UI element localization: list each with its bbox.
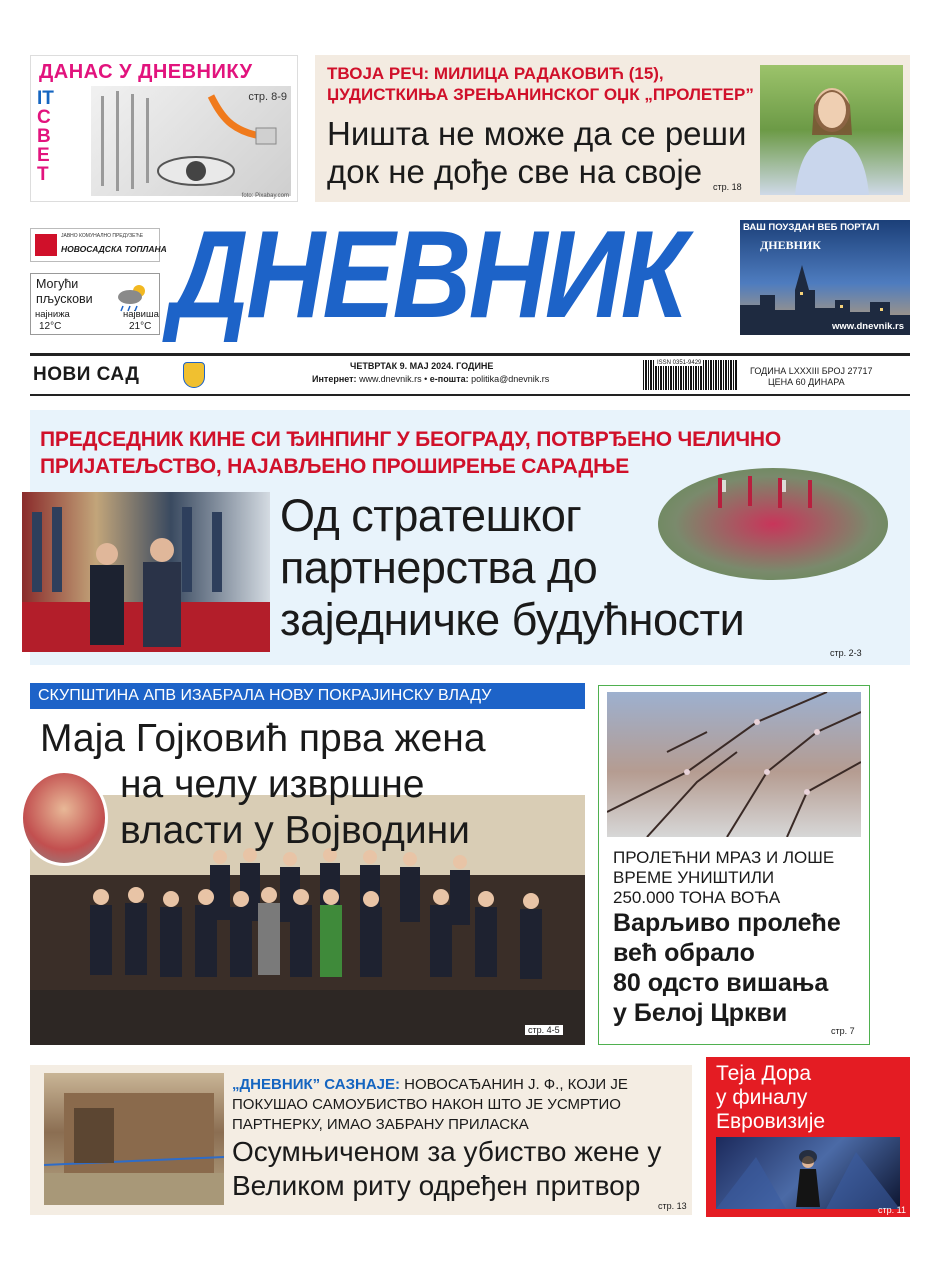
today-page-ref: стр. 8-9 bbox=[248, 91, 287, 103]
bottom-headline-line: Великом риту одређен притвор bbox=[232, 1170, 641, 1201]
email-link[interactable]: politika@dnevnik.rs bbox=[471, 374, 550, 384]
bottom-headline-line: Осумњиченом за убиство жене у bbox=[232, 1136, 662, 1167]
lead-page-ref: стр. 2-3 bbox=[830, 648, 862, 658]
teaser-kicker-line: ЏУДИСТКИЊА ЗРЕЊАНИНСКОГ ОЏК „ПРОЛЕТЕР” bbox=[327, 85, 754, 104]
lead-kicker-line: ПРЕДСЕДНИК КИНЕ СИ ЂИНПИНГ У БЕОГРАДУ, ПОТВРЂЕНО ЧЕЛИЧНО bbox=[40, 428, 781, 451]
honor-guard-photo bbox=[22, 492, 270, 652]
crowd-illustration bbox=[658, 468, 888, 580]
teya-dora-stage-photo bbox=[716, 1137, 900, 1209]
leaders-walking-illustration bbox=[22, 492, 270, 652]
weather-line: Могући bbox=[36, 277, 79, 291]
branches-illustration bbox=[607, 692, 861, 837]
price: ЦЕНА 60 ДИНАРА bbox=[768, 377, 845, 387]
crime-story[interactable] bbox=[30, 1065, 692, 1215]
lead-headline-line: Од стратешког bbox=[280, 490, 582, 541]
teaser-headline-line: док не дође све на своје bbox=[327, 153, 703, 190]
portal-tagline: ВАШ ПОУЗДАН ВЕБ ПОРТАЛ bbox=[743, 222, 880, 233]
frost-page-ref: стр. 7 bbox=[831, 1026, 855, 1036]
frost-headline-line: већ обрало bbox=[613, 939, 755, 967]
crowd-photo bbox=[658, 468, 888, 580]
lead-headline-line: заједничке будућности bbox=[280, 594, 745, 645]
bottom-kicker-lead: „ДНЕВНИК” САЗНАЈЕ: bbox=[232, 1076, 400, 1093]
frost-kicker bbox=[613, 848, 834, 908]
bottom-page-ref: стр. 13 bbox=[658, 1201, 687, 1211]
weather-high-value: 21°C bbox=[129, 321, 152, 332]
eurovision-headline bbox=[716, 1062, 825, 1134]
apv-kicker: СКУПШТИНА АПВ ИЗАБРАЛА НОВУ ПОКРАЈИНСКУ ВЛАДУ bbox=[30, 683, 585, 709]
frost-headline-line: у Белој Цркви bbox=[613, 999, 788, 1027]
teaser-headline bbox=[327, 115, 746, 191]
volume-issue: ГОДИНА LXXXIII БРОЈ 27717 bbox=[750, 366, 873, 376]
weather-high-label: највиша bbox=[123, 309, 159, 320]
web-label: Интернет: bbox=[312, 374, 357, 384]
bottom-headline bbox=[232, 1135, 661, 1203]
crime-scene-photo bbox=[44, 1073, 224, 1205]
apv-page-ref: стр. 4-5 bbox=[525, 1025, 563, 1035]
photo-credit: foto: Pixabay.com bbox=[241, 193, 289, 199]
teaser-kicker-line: ТВОЈА РЕЧ: МИЛИЦА РАДАКОВИЋ (15), bbox=[327, 64, 664, 83]
eurovision-headline-line: Евровизије bbox=[716, 1110, 826, 1133]
lead-kicker-line: ПРИЈАТЕЉСТВО, НАЈАВЉЕНО ПРОШИРЕЊЕ САРАДЊЕ bbox=[40, 455, 630, 478]
today-in-dnevnik-box[interactable] bbox=[30, 55, 298, 202]
weather-forecast bbox=[36, 277, 106, 307]
apv-headline-line: Маја Гојковић прва жена bbox=[40, 717, 486, 760]
badge-letter: В bbox=[37, 126, 51, 147]
teaser-story[interactable] bbox=[315, 55, 910, 202]
badge-letter: Е bbox=[37, 145, 50, 166]
weather-low-value: 12°C bbox=[39, 321, 62, 332]
cherry-branches-photo bbox=[607, 692, 861, 837]
badge-letter: Т bbox=[37, 164, 49, 185]
toplana-sponsor[interactable] bbox=[30, 228, 167, 262]
eurovision-headline-line: Теја Дора bbox=[716, 1062, 812, 1085]
frost-kicker-line: ПРОЛЕЋНИ МРАЗ И ЛОШЕ bbox=[613, 848, 835, 867]
bottom-kicker bbox=[232, 1075, 628, 1135]
frost-kicker-line: ВРЕМЕ УНИШТИЛИ bbox=[613, 868, 775, 887]
teaser-headline-line: Ништа не може да се реши bbox=[327, 115, 747, 152]
frost-story[interactable] bbox=[598, 685, 870, 1045]
stage-performer-illustration bbox=[716, 1137, 900, 1209]
divider bbox=[30, 353, 910, 356]
bottom-kicker-line: ПАРТНЕРКУ, ИМАО ЗАБРАНУ ПРИЛАСКА bbox=[232, 1116, 529, 1133]
masthead-title[interactable]: ДНЕВНИК bbox=[170, 206, 686, 344]
lead-kicker bbox=[40, 426, 781, 480]
toplana-name: НОВОСАДСКА ТОПЛАНА bbox=[61, 244, 167, 254]
today-title: ДАНАС У ДНЕВНИКУ bbox=[39, 61, 253, 83]
eurovision-page-ref: стр. 11 bbox=[878, 1205, 906, 1215]
edition-city: НОВИ САД bbox=[33, 364, 140, 385]
web-link[interactable]: www.dnevnik.rs bbox=[359, 374, 422, 384]
badge-letter: С bbox=[37, 107, 51, 128]
teaser-page-ref: стр. 18 bbox=[713, 182, 742, 192]
lead-headline-line: партнерства до bbox=[280, 542, 598, 593]
email-label: е-пошта: bbox=[429, 374, 469, 384]
bottom-kicker-line: ПОКУШАО САМОУБИСТВО НАКОН ШТО ЈЕ УСМРТИО bbox=[232, 1096, 621, 1113]
apv-headline-line: на челу извршне bbox=[120, 763, 425, 806]
issue-date: ЧЕТВРТАК 9. МАЈ 2024. ГОДИНЕ bbox=[350, 361, 494, 371]
portal-url-link[interactable]: www.dnevnik.rs bbox=[832, 321, 904, 332]
teaser-kicker bbox=[327, 63, 754, 105]
girl-portrait-illustration bbox=[760, 65, 903, 195]
shed-illustration bbox=[44, 1073, 224, 1205]
frost-headline-line: 80 одсто вишања bbox=[613, 969, 829, 997]
it-svet-badge bbox=[37, 89, 77, 184]
portal-name: ДНЕВНИК bbox=[760, 238, 821, 252]
bottom-kicker-line: НОВОСАЂАНИН Ј. Ф., КОЈИ ЈЕ bbox=[404, 1076, 628, 1093]
web-portal-promo[interactable] bbox=[740, 220, 910, 335]
apv-headline bbox=[40, 716, 486, 854]
weather-low-label: најнижа bbox=[35, 309, 70, 320]
frost-headline-line: Варљиво пролеће bbox=[613, 909, 841, 937]
weather-line: пљускови bbox=[36, 292, 93, 306]
frost-headline bbox=[613, 908, 841, 1028]
lead-story[interactable] bbox=[30, 410, 910, 665]
eurovision-story[interactable] bbox=[706, 1057, 910, 1217]
city-crest-icon bbox=[183, 362, 205, 388]
girl-portrait-photo bbox=[760, 65, 903, 195]
issn: ISSN 0351-9429 bbox=[657, 360, 702, 366]
frost-kicker-line: 250.000 ТОНА ВОЋА bbox=[613, 888, 781, 907]
weather-box bbox=[30, 273, 160, 335]
divider bbox=[30, 394, 910, 396]
it-label: IT bbox=[37, 88, 54, 109]
apv-headline-line: власти у Војводини bbox=[120, 809, 470, 852]
eurovision-headline-line: у финалу bbox=[716, 1086, 808, 1109]
contact-line: Интернет: www.dnevnik.rs • е-пошта: politika@dnevnik.rs bbox=[312, 374, 550, 384]
toplana-small-text: ЈАВНО КОМУНАЛНО ПРЕДУЗЕЋЕ bbox=[61, 233, 144, 239]
toplana-logo-icon bbox=[35, 234, 57, 256]
